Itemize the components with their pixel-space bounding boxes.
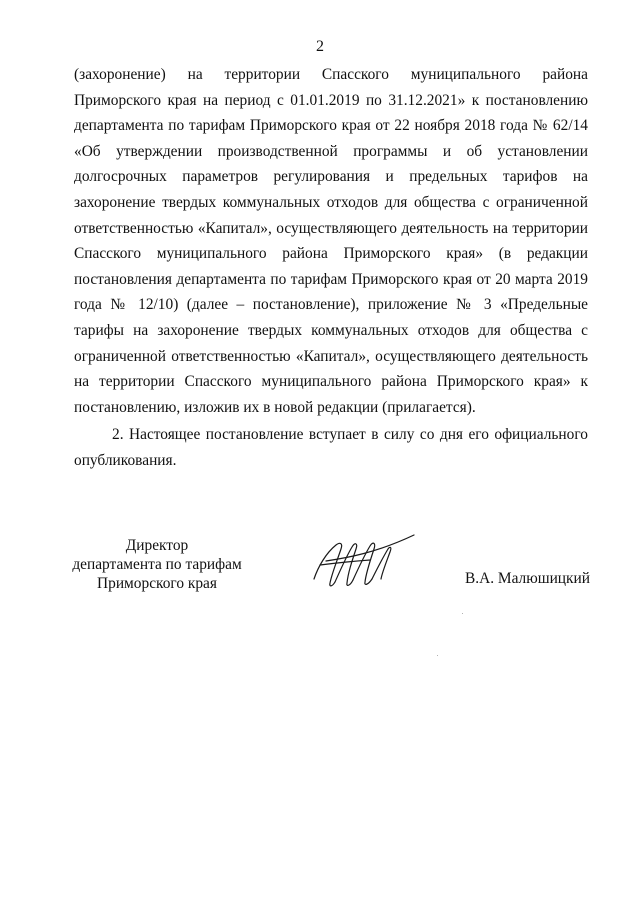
paragraph-effective-date: 2. Настоящее постановление вступает в силу со дня его официального опубликования. xyxy=(74,426,588,469)
scan-speck xyxy=(462,613,463,614)
signatory-title xyxy=(62,536,252,593)
paragraph-continuation: (захоронение) на территории Спасского муниципального района Приморского края на период с 01.01.2019 по 31.12.2021» к постановлению департамента по тарифам Приморского края от 22 ноября 2018 года № 62/14 «Об утверждении производственной программы и об установлении долгосрочных параметров регулирования и предельных тарифов на захоронение твердых коммунальных отходов для общества с ограниченной ответственностью «Капитал», осуществляющего деятельность на территории Спасского муниципального района Приморского края» (в редакции постановления департамента по тарифам Приморского края от 20 марта 2019 года № 12/10) (далее – постановление), приложение № 3 «Предельные тарифы на захоронение твердых коммунальных отходов для общества с ограниченной ответственностью «Капитал», осуществляющего деятельность на территории Спасского муниципального района Приморского края» к постановлению, изложив их в новой редакции (прилагается). xyxy=(74,66,588,416)
signatory-title-line: Директор xyxy=(125,537,189,554)
signatory-name: В.А. Малюшицкий xyxy=(464,570,590,587)
signatory-title-line: департамента по тарифам xyxy=(72,556,242,573)
handwritten-signature xyxy=(306,527,418,593)
document-body xyxy=(74,62,588,474)
signatory-title-line: Приморского края xyxy=(97,575,217,592)
scan-speck xyxy=(437,655,438,656)
page-number: 2 xyxy=(316,38,324,55)
